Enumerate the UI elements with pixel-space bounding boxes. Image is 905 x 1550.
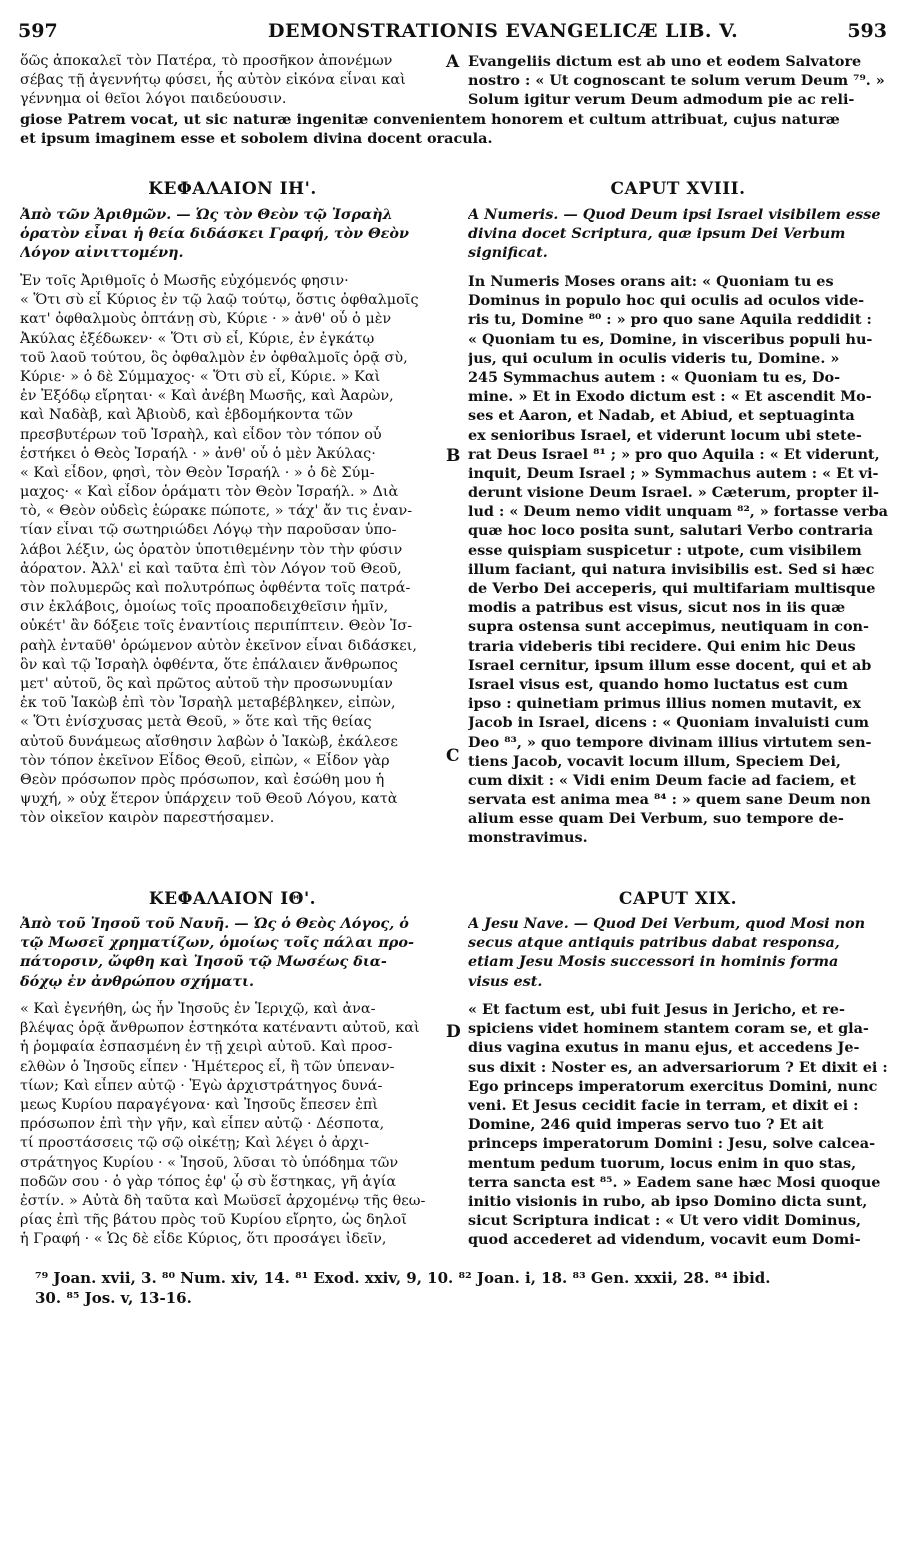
text-line: de Verbo Dei acceperis, qui multifariam multisque <box>468 580 876 597</box>
text-line: Solum igitur verum Deum admodum pie ac reli- <box>468 91 855 109</box>
text-line: veni. Et Jesus cecidit facie in terram, et dixit ei : <box>468 1096 859 1114</box>
text-line: modis a patribus est visus, sicut nos in iis quæ <box>468 599 846 617</box>
text-line: ὁρατὸν εἶναι ἡ θεία διδάσκει Γραφή, τὸν Θεὸν <box>20 225 409 243</box>
page-number-left: 597 <box>18 20 58 42</box>
chapter-19-latin-text <box>468 1000 888 1249</box>
text-line: ἐν Ἐξόδῳ εἴρηται· « Καὶ ἀνέβη Μωσῆς, καὶ Ἀαρὼν, <box>20 388 394 405</box>
text-line: τὸν πολυμερῶς καὶ πολυτρόπως ὀφθέντα τοῖς πατρά- <box>20 580 411 596</box>
text-line: esse quispiam suspicetur : utpote, cum visibilem <box>468 541 862 559</box>
chapter-19-greek-text <box>20 1000 445 1249</box>
chapter-19-greek-argument <box>20 914 445 991</box>
text-line: καὶ Ναδὰβ, καὶ Ἀβιοὺδ, καὶ ἑβδομήκοντα τῶν <box>20 407 353 424</box>
text-line: Ἀπὸ τοῦ Ἰησοῦ τοῦ Ναυῆ. — Ὡς ὁ Θεὸς Λόγος, ὁ <box>20 915 409 932</box>
text-line: Domine, 246 quid imperas servo tuo ? Et ait <box>468 1116 824 1134</box>
text-line: αὐτοῦ δυνάμεως αἴσθησιν λαβὼν ὁ Ἰακὼβ, ἐκάλεσε <box>20 733 398 750</box>
text-line: Κύριε· » ὁ δὲ Σύμμαχος· « Ὅτι σὺ εἶ, Κύριε. » Καὶ <box>20 368 381 385</box>
running-header <box>18 20 887 46</box>
text-line: « Ὅτι ἐνίσχυσας μετὰ Θεοῦ, » ὅτε καὶ τῆς θείας <box>20 714 372 731</box>
text-line: monstravimus. <box>468 829 588 847</box>
text-line: ὅῶς ἀποκαλεῖ τὸν Πατέρα, τὸ προσῆκον ἀπονέμων <box>20 53 393 69</box>
text-line: 30. ⁸⁵ Jos. v, 13-16. <box>35 1289 192 1307</box>
text-line: ris tu, Domine ⁸⁰ : » pro quo sane Aquila reddidit : <box>468 311 872 329</box>
text-line: Λόγον αἰνιττομένη. <box>20 244 184 262</box>
text-line: ἑστήκει ὁ Θεὸς Ἰσραήλ · » ἀνθ' οὗ ὁ μὲν Ἀκύλας· <box>20 445 376 462</box>
text-line: A Numeris. — Quod Deum ipsi Israel visibilem esse <box>468 206 881 223</box>
text-line: mentum pedum tuorum, locus enim in quo stas, <box>468 1154 857 1172</box>
text-line: terra sancta est ⁸⁵. » Eadem sane hæc Mosi quoque <box>468 1173 881 1191</box>
text-line: ελθὼν ὁ Ἰησοῦς εἶπεν · Ἡμέτερος εἶ, ἢ τῶν ὑπεναν- <box>20 1058 395 1075</box>
text-line: ποδῶν σου · ὁ γὰρ τόπος ἐφ' ᾧ σὺ ἕστηκας, γῆ ἁγία <box>20 1173 397 1190</box>
text-line: visus est. <box>468 972 543 990</box>
text-line: nostro : « Ut cognoscant te solum verum Deum ⁷⁹. » <box>468 72 885 90</box>
text-line: significat. <box>468 244 548 262</box>
text-line: sicut Scriptura indicat : « Ut vero vidit Dominus, <box>468 1212 862 1230</box>
text-line: secus atque antiquis patribus dabat responsa, <box>468 934 840 952</box>
text-line: βλέψας ὁρᾷ ἄνθρωπον ἑστηκότα κατέναντι αὐτοῦ, καὶ <box>20 1020 420 1037</box>
chapter-18-latin-text <box>468 272 888 848</box>
text-line: « Καὶ ἐγενήθη, ὡς ἦν Ἰησοῦς ἐν Ἱεριχῷ, καὶ ἀνα- <box>20 1001 376 1017</box>
text-line: τὸ, « Θεὸν οὐδεὶς ἑώρακε πώποτε, » τάχ' ἄν τις ἐναν- <box>20 503 413 520</box>
text-line: τὸν τόπον ἐκεῖνον Εἶδος Θεοῦ, εἰπὼν, « Εἶδον γὰρ <box>20 752 390 769</box>
text-line: derunt visione Deum Israel. » Cæterum, propter il- <box>468 484 879 502</box>
text-line: γέννημα οἱ θεῖοι λόγοι παιδεύουσιν. <box>20 91 287 108</box>
text-line: giose Patrem vocat, ut sic naturæ ingenitæ convenientem honorem et cultum attribuat, cujus naturæ <box>20 111 840 128</box>
text-line: dius vagina exutus in manu ejus, et accedens Je- <box>468 1039 860 1057</box>
text-line: πρεσβυτέρων τοῦ Ἰσραὴλ, καὶ εἶδον τὸν τόπον οὗ <box>20 426 382 443</box>
text-line: servata est anima mea ⁸⁴ : » quem sane Deum non <box>468 791 871 809</box>
text-line: ἐκ τοῦ Ἰακὼβ ἐπὶ τὸν Ἰσραὴλ μεταβέβληκεν, εἰπὼν, <box>20 695 396 712</box>
text-line: ἐστίν. » Αὐτὰ δὴ ταῦτα καὶ Μωϋσεῖ ἀρχομένῳ τῆς θεω- <box>20 1192 426 1209</box>
text-line: Dominus in populo hoc qui oculis ad oculos vide- <box>468 292 865 310</box>
margin-marker-c: C <box>446 746 460 766</box>
text-line: tiens Jacob, vocavit locum illum, Speciem Dei, <box>468 752 841 770</box>
text-line: In Numeris Moses orans ait: « Quoniam tu es <box>468 273 834 290</box>
text-line: « Καὶ εἶδον, φησὶ, τὸν Θεὸν Ἰσραήλ · » ὁ δὲ Σύμ- <box>20 464 375 481</box>
chapter-18-latin-heading: CAPUT XVIII. <box>610 180 746 199</box>
text-line: ψυχή, » οὐχ ἕτερον ὑπάρχειν τοῦ Θεοῦ Λόγου, κατὰ <box>20 791 398 808</box>
top-full-width <box>20 110 888 148</box>
text-line: Θεὸν πρόσωπον πρὸς πρόσωπον, καὶ ἐσώθη μου ἡ <box>20 771 385 788</box>
text-line: alium esse quam Dei Verbum, suo tempore de- <box>468 810 844 828</box>
text-line: μετ' αὐτοῦ, ὃς καὶ πρῶτος αὐτοῦ τὴν προσωνυμίαν <box>20 675 393 692</box>
text-line: σιν ἐκλάβοις, ὁμοίως τοῖς προαποδειχθεῖσιν ἡμῖν, <box>20 599 389 616</box>
text-line: ἡ ῥομφαία ἐσπασμένη ἐν τῇ χειρὶ αὐτοῦ. Καὶ προσ- <box>20 1039 393 1056</box>
text-line: ἡ Γραφή · « Ὡς δὲ εἶδε Κύριος, ὅτι προσάγει ἰδεῖν, <box>20 1231 387 1248</box>
chapter-19-latin-argument <box>468 914 888 991</box>
chapter-18-greek-heading: ΚΕΦΑΛΑΙΟΝ ΙΗ'. <box>148 180 317 199</box>
text-line: princeps imperatorum Domini : Jesu, solve calcea- <box>468 1135 876 1153</box>
chapter-18-greek-text <box>20 272 445 828</box>
chapter-19-latin-heading: CAPUT XIX. <box>618 890 738 909</box>
text-line: quæ hoc loco posita sunt, salutari Verbo contraria <box>468 522 874 540</box>
text-line: τίαν εἶναι τῷ σωτηριώδει Λόγῳ τὴν παροῦσαν ὑπο- <box>20 522 397 539</box>
text-line: supra ostensa sunt accepimus, neutiquam in con- <box>468 618 869 636</box>
text-line: Jacob in Israel, dicens : « Quoniam invaluisti cum <box>468 714 870 732</box>
text-line: λάβοι λέξιν, ὡς ὁρατὸν ὑποτιθεμένην τὸν τὴν φύσιν <box>20 541 403 558</box>
text-line: τῷ Μωσεῖ χρηματίζων, ὁμοίως τοῖς πάλαι προ- <box>20 934 414 952</box>
chapter-19-greek-heading: ΚΕΦΑΛΑΙΟΝ ΙΘ'. <box>148 890 317 909</box>
text-line: τίων; Καὶ εἶπεν αὐτῷ · Ἐγὼ ἀρχιστράτηγος δυνά- <box>20 1077 383 1094</box>
text-line: « Quoniam tu es, Domine, in visceribus populi hu- <box>468 330 873 348</box>
text-line: σέβας τῇ ἀγεννήτῳ φύσει, ἧς αὐτὸν εἰκόνα εἶναι καὶ <box>20 72 406 89</box>
text-line: « Ὅτι σὺ εἶ Κύριος ἐν τῷ λαῷ τούτῳ, ὅστις ὀφθαλμοῖς <box>20 292 419 309</box>
text-line: ὃν καὶ τῷ Ἰσραὴλ ὀφθέντα, ὅτε ἐπάλαιεν ἄνθρωπος <box>20 656 398 673</box>
text-line: Ego princeps imperatorum exercitus Domini, nunc <box>468 1077 878 1095</box>
chapter-18-latin-argument <box>468 205 888 263</box>
text-line: μαχος· « Καὶ εἶδον ὁράματι τὸν Θεὸν Ἰσραήλ. » Διὰ <box>20 484 399 501</box>
footnotes <box>35 1268 885 1308</box>
top-latin <box>468 52 888 110</box>
text-line: spiciens videt hominem stantem coram se, et gla- <box>468 1020 869 1038</box>
text-line: Deo ⁸³, » quo tempore divinam illius virtutem sen- <box>468 733 872 751</box>
page-number-right: 593 <box>847 20 887 42</box>
text-line: sus dixit : Noster es, an adversariorum ? Et dixit ei : <box>468 1058 888 1076</box>
text-line: rat Deus Israel ⁸¹ ; » pro quo Aquila : « Et viderunt, <box>468 445 880 463</box>
text-line: ἀόρατον. Ἀλλ' εἰ καὶ ταῦτα ἐπὶ τὸν Λόγον τοῦ Θεοῦ, <box>20 560 402 577</box>
text-line: initio visionis in rubo, ab ipso Domino dicta sunt, <box>468 1192 868 1210</box>
text-line: jus, qui oculum in oculis videris tu, Domine. » <box>468 349 840 367</box>
text-line: mine. » Et in Exodo dictum est : « Et ascendit Mo- <box>468 388 872 406</box>
text-line: δόχῳ ἐν ἀνθρώπου σχήματι. <box>20 972 254 990</box>
text-line: ραὴλ ἐνταῦθ' ὁρώμενον αὐτὸν ἐκεῖνον εἶναι διδάσκει, <box>20 637 417 654</box>
text-line: quod accederet ad videndum, vocavit eum Domi- <box>468 1231 861 1249</box>
text-line: illum faciant, qui natura invisibilis est. Sed si hæc <box>468 560 875 578</box>
text-line: etiam Jesu Mosis successori in hominis forma <box>468 953 839 971</box>
chapter-18-greek-argument <box>20 205 445 263</box>
text-line: πρόσωπον ἐπὶ τὴν γῆν, καὶ εἶπεν αὐτῷ · Δέσποτα, <box>20 1116 385 1133</box>
text-line: inquit, Deum Israel ; » Symmachus autem : « Et vi- <box>468 464 879 482</box>
text-line: ρίας ἐπὶ τῆς βάτου πρὸς τοῦ Κυρίου εἴρητο, ὡς δηλοῖ <box>20 1212 407 1229</box>
margin-marker-d: D <box>446 1022 461 1042</box>
text-line: κατ' ὀφθαλμοὺς ὀπτάνῃ σὺ, Κύριε · » ἀνθ' οὗ ὁ μὲν <box>20 311 392 328</box>
text-line: A Jesu Nave. — Quod Dei Verbum, quod Mosi non <box>468 915 866 932</box>
text-line: ses et Aaron, et Nadab, et Abiud, et septuaginta <box>468 407 855 425</box>
margin-marker-b: B <box>446 446 461 466</box>
text-line: πάτορσιν, ὤφθη καὶ Ἰησοῦ τῷ Μωσέως δια- <box>20 953 387 971</box>
running-title: DEMONSTRATIONIS EVANGELICÆ LIB. V. <box>268 20 739 42</box>
text-line: et ipsum imaginem esse et sobolem divina docent oracula. <box>20 130 493 148</box>
text-line: divina docet Scriptura, quæ ipsum Dei Verbum <box>468 225 846 243</box>
text-line: μεως Κυρίου παραγέγονα· καὶ Ἰησοῦς ἔπεσεν ἐπὶ <box>20 1096 379 1113</box>
text-line: Ἀκύλας ἐξέδωκεν· « Ὅτι σὺ εἶ, Κύριε, ἐν ἐγκάτῳ <box>20 330 375 347</box>
text-line: Ἀπὸ τῶν Ἀριθμῶν. — Ὡς τὸν Θεὸν τῷ Ἰσραὴλ <box>20 206 393 223</box>
text-line: ipso : quinetiam primus illius nomen mutavit, ex <box>468 695 862 713</box>
text-line: Ἐν τοῖς Ἀριθμοῖς ὁ Μωσῆς εὐχόμενός φησιν· <box>20 273 349 289</box>
text-line: cum dixit : « Vidi enim Deum facie ad faciem, et <box>468 771 856 789</box>
text-line: traria videberis tibi recidere. Qui enim hic Deus <box>468 637 856 655</box>
text-line: 245 Symmachus autem : « Quoniam tu es, Do- <box>468 368 841 386</box>
text-line: Evangeliis dictum est ab uno et eodem Salvatore <box>468 53 862 70</box>
margin-marker-a: A <box>446 52 460 72</box>
text-line: lud : « Deum nemo vidit unquam ⁸², » fortasse verba <box>468 503 888 521</box>
text-line: « Et factum est, ubi fuit Jesus in Jericho, et re- <box>468 1001 845 1018</box>
text-line: ⁷⁹ Joan. xvii, 3. ⁸⁰ Num. xiv, 14. ⁸¹ Exod. xxiv, 9, 10. ⁸² Joan. i, 18. ⁸³ Gen. xxxii, 28. ⁸⁴ ibid. <box>35 1269 771 1287</box>
text-line: τοῦ λαοῦ τούτου, ὃς ὀφθαλμὸν ἐν ὀφθαλμοῖς ὁρᾷ σὺ, <box>20 349 408 366</box>
text-line: τὸν οἰκεῖον καιρὸν παρεστήσαμεν. <box>20 810 275 827</box>
text-line: τί προστάσσεις τῷ σῷ οἰκέτῃ; Καὶ λέγει ὁ ἀρχι- <box>20 1135 369 1152</box>
text-line: Israel visus est, quando homo luctatus est cum <box>468 675 848 693</box>
text-line: Israel cernitur, ipsum illum esse docent, qui et ab <box>468 656 872 674</box>
text-line: ex senioribus Israel, et viderunt locum ubi stete- <box>468 426 862 444</box>
text-line: οὐκέτ' ἂν δόξειε τοῖς ἐναντίοις περιπίπτειν. Θεὸν Ἰσ- <box>20 618 413 635</box>
text-line: στράτηγος Κυρίου · « Ἰησοῦ, λῦσαι τὸ ὑπόδημα τῶν <box>20 1154 399 1171</box>
top-greek <box>20 52 445 110</box>
